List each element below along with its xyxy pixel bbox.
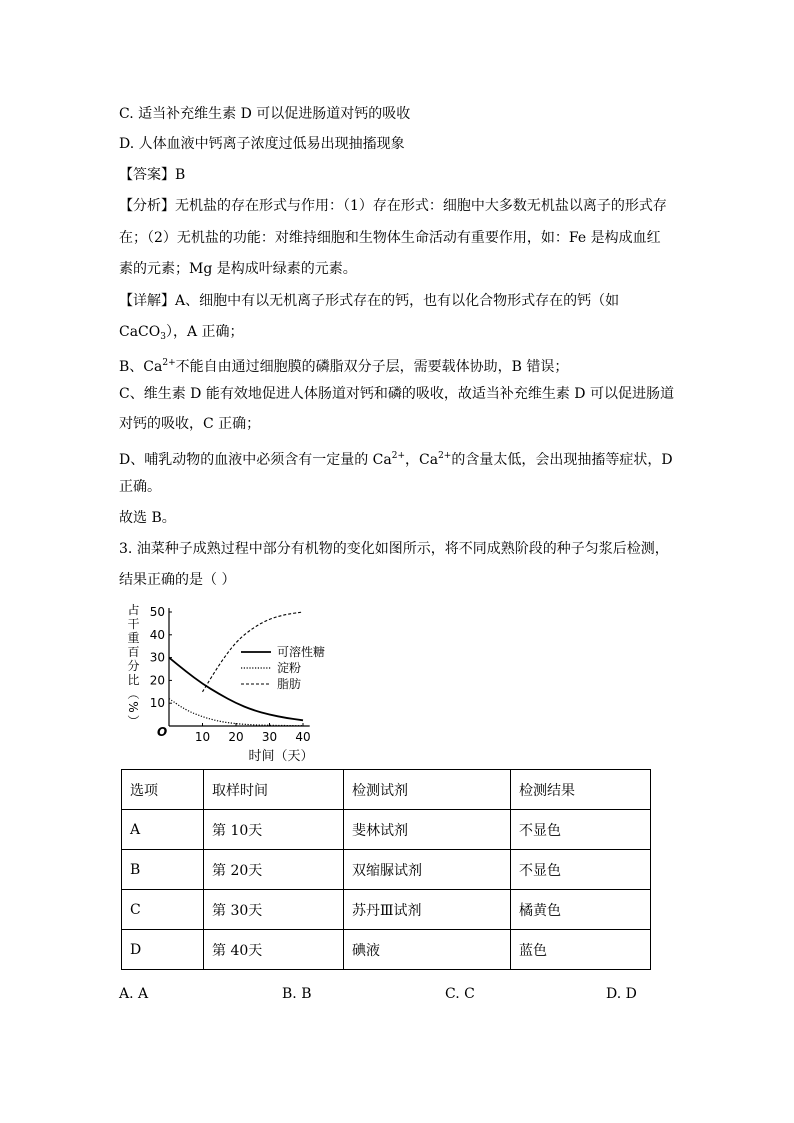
chart-legend [241,644,325,691]
table-cell: A [122,810,204,850]
detail-line-d1: D、哺乳动物的血液中必须含有一定量的 $Ca^{2+}$，$Ca^{2+}$的含量太低，会出现抽搐等症状，D [119,451,673,468]
table-cell: 苏丹Ⅲ试剂 [344,890,511,930]
table-header-row [122,770,651,810]
table-cell: C [122,890,204,930]
table-row [122,810,651,850]
table-header-cell: 取样时间 [204,770,344,810]
table-cell: 第 30天 [204,890,344,930]
table-cell: 橘黄色 [511,890,651,930]
table-row [122,890,651,930]
analysis-line-1: 【分析】无机盐的存在形式与作用：（1）存在形式：细胞中大多数无机盐以离子的形式存 [119,198,667,214]
table-header-cell: 检测结果 [511,770,651,810]
choice-a: A. A [119,986,149,1002]
y-tick-label: 50 [149,605,165,619]
choice-c: C. C [445,986,475,1002]
table-cell: 碘液 [344,930,511,970]
table-cell: 斐林试剂 [344,810,511,850]
y-axis-label: 占干重百分比（%） [126,603,140,729]
table-cell: 第 40天 [204,930,344,970]
detail-line-a1: 【详解】A、细胞中有以无机离子形式存在的钙，也有以化合物形式存在的钙（如 [119,293,620,309]
conclusion-line: 故选 B。 [119,510,176,526]
x-tick-label: 40 [295,730,311,744]
table-cell: 蓝色 [511,930,651,970]
table-header-cell: 检测试剂 [344,770,511,810]
table-header-cell: 选项 [122,770,204,810]
detail-line-c1: C、维生素 D 能有效地促进人体肠道对钙和磷的吸收，故适当补充维生素 D 可以促进肠道 [119,386,674,402]
x-tick-label: 30 [261,730,278,744]
x-tick-label: 20 [228,730,244,744]
table-row [122,930,651,970]
y-tick-label: 30 [149,650,165,665]
legend-label: 可溶性糖 [277,645,326,659]
analysis-line-2: 在；（2）无机盐的功能：对维持细胞和生物体生命活动有重要作用，如：Fe 是构成血红 [119,230,661,246]
table-cell: 不显色 [511,810,651,850]
table-cell: 不显色 [511,850,651,890]
choice-d: D. D [606,986,637,1002]
answer-line: 【答案】B [119,167,186,183]
origin-label: O [157,725,168,739]
question-line-1: 3. 油菜种子成熟过程中部分有机物的变化如图所示，将不同成熟阶段的种子匀浆后检测， [119,541,669,557]
table-cell: 双缩脲试剂 [344,850,511,890]
table-cell: 第 20天 [204,850,344,890]
option-d-text: D. 人体血液中钙离子浓度过低易出现抽搐现象 [119,136,405,152]
detail-line-b: B、$Ca^{2+}$不能自由通过细胞膜的磷脂双分子层，需要载体协助，B 错误； [119,358,569,375]
y-tick-label: 20 [149,673,165,688]
table-cell: 第 10天 [204,810,344,850]
legend-label: 淀粉 [277,661,302,675]
detail-line-d2: 正确。 [119,479,161,495]
analysis-line-3: 素的元素；Mg 是构成叶绿素的元素。 [119,261,357,277]
x-tick-label: 10 [194,730,211,744]
table-cell: D [122,930,204,970]
detail-line-c2: 对钙的吸收，C 正确； [119,416,261,432]
option-c-text: C. 适当补充维生素 D 可以促进肠道对钙的吸收 [119,106,411,122]
options-table [121,769,651,970]
table-row [122,850,651,890]
choice-b: B. B [282,986,312,1002]
table-cell: B [122,850,204,890]
y-tick-label: 40 [149,627,165,642]
x-axis-label: 时间（天） [248,749,314,764]
y-tick-label: 10 [149,696,165,711]
organic-matter-chart [119,602,379,764]
legend-label: 脂肪 [277,677,302,691]
question-line-2: 结果正确的是（ ） [119,572,236,588]
detail-line-a2: CaCO$_3$），A 正确； [119,324,244,342]
